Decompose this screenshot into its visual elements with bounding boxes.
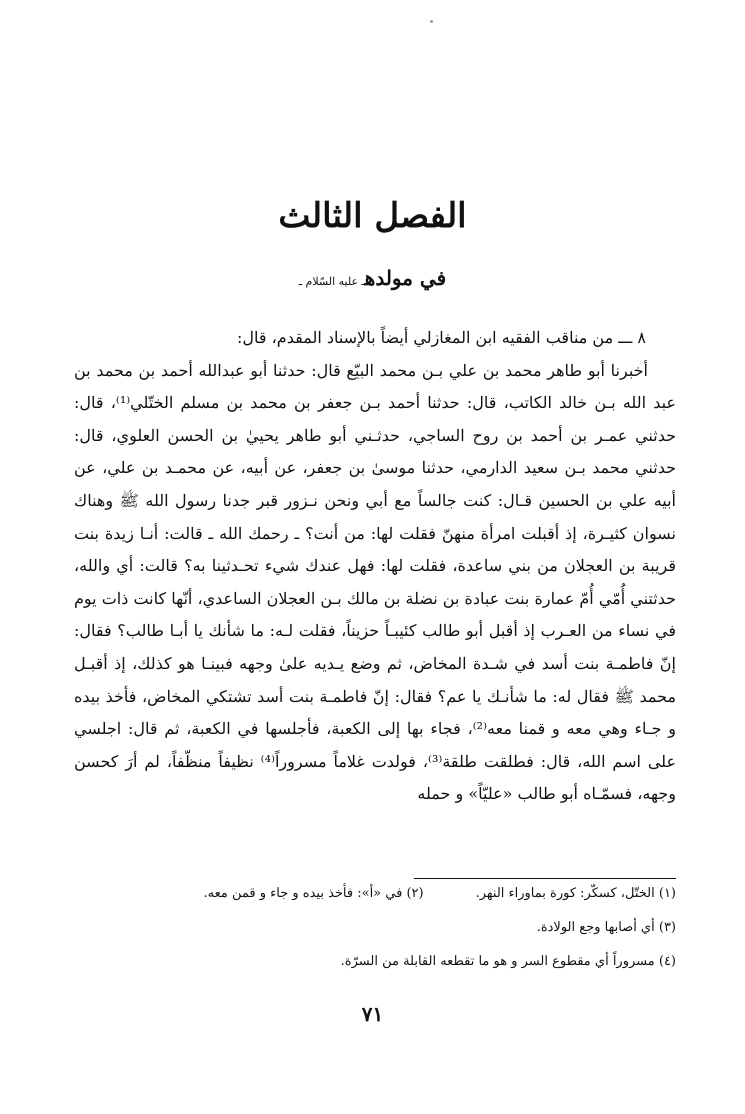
footnote-4: (٤) مسروراً أي مقطوع السر و هو ما تقطعه القابلة من السرّة.: [340, 954, 676, 969]
print-dot: [430, 20, 433, 23]
narration-lead: ٨ ـــ من مناقب الفقيه ابن المغازلي أيضاً بالإسناد المقدم، قال:: [237, 328, 646, 347]
narration-paragraph: أخبرنا أبو طاهر محمد بن علي بـن محمد البيّع قال: حدثنا أبو عبدالله أحمد بن محمد بن عبد الله بـن خالد الكاتب، قال: حدثنا أحمد بـن جعفر بن محمد بن مسلم الختّلي⁽¹⁾، قال: حدثني عمـر بن أحمد بن روح الساجي، حدثـني أبو طاهر يحييٰ بن الحسن العلوي، قال: حدثني محمد بـن سعيد الدارمي، حدثنا موسىٰ بن جعفر، عن أبيه، عن محمـد بن علي، عن أبيه علي بن الحسين قـال: كنت جالساً مع أبي ونحن نـزور قبر جدنا رسول الله ﷺ وهناك نسوان كثيـرة، إذ أقبلت امرأة منهنّ فقلت لها: من أنت؟ ـ رحمك الله ـ قالت: أنـا زيدة بنت قريبة بن العجلان من بني ساعدة، فقلت لها: فهل عندك شيء تحـدثينا به؟ قالت: أي والله، حدثتني أُمّي أُمّ عمارة بنت عبادة بن نضلة بن مالك بـن العجلان الساعدي، أنّها كانت ذات يوم في نساء من العـرب إذ أقبل أبو طالب كئيبـاً حزيناً، فقلت لـه: ما شأنك يا أبـا طالب؟ فقال: إنّ فاطمـة بنت أسد في شـدة المخاض، ثم وضع يـديه علىٰ وجهه فبينـا هو كذلك، إذ أقبـل محمد ﷺ فقال له: ما شأنـك يا عم؟ فقال: إنّ فاطمـة بنت أسد تشتكي المخاض، فأخذ بيده و جـاء وهي معه و قمنا معه⁽²⁾، فجاء بها إلى الكعبة، فأجلسها في الكعبة، ثم قال: اجلسي على اسم الله، قال: فطلقت طلقة⁽³⁾، فولدت غلاماً مسروراً⁽⁴⁾ نظيفاً منظّفاً، لم أرَ كحسن وجهه، فسمّـاه أبو طالب «عليّاً» و حمله: [74, 360, 677, 804]
footnote-row: [74, 886, 676, 901]
footnote-2: (٢) في «أ»: فأخذ بيده و جاء و قمن معه.: [203, 886, 424, 901]
footnote-3: (٣) أي أصابها وجع الولادة.: [536, 920, 676, 935]
footnote-1: (١) الختّل، كسكّر: كورة بماوراء النهر.: [475, 886, 676, 901]
page-number: ٧١: [361, 1002, 384, 1026]
footnote-separator: [414, 878, 676, 879]
subtitle-honorific: ـ عليه السّلام ـ: [298, 275, 365, 288]
main-text: [74, 322, 676, 811]
subtitle-text: في مولده: [364, 266, 447, 290]
chapter-title: الفصل الثالث: [278, 196, 467, 236]
section-subtitle: [0, 266, 745, 290]
